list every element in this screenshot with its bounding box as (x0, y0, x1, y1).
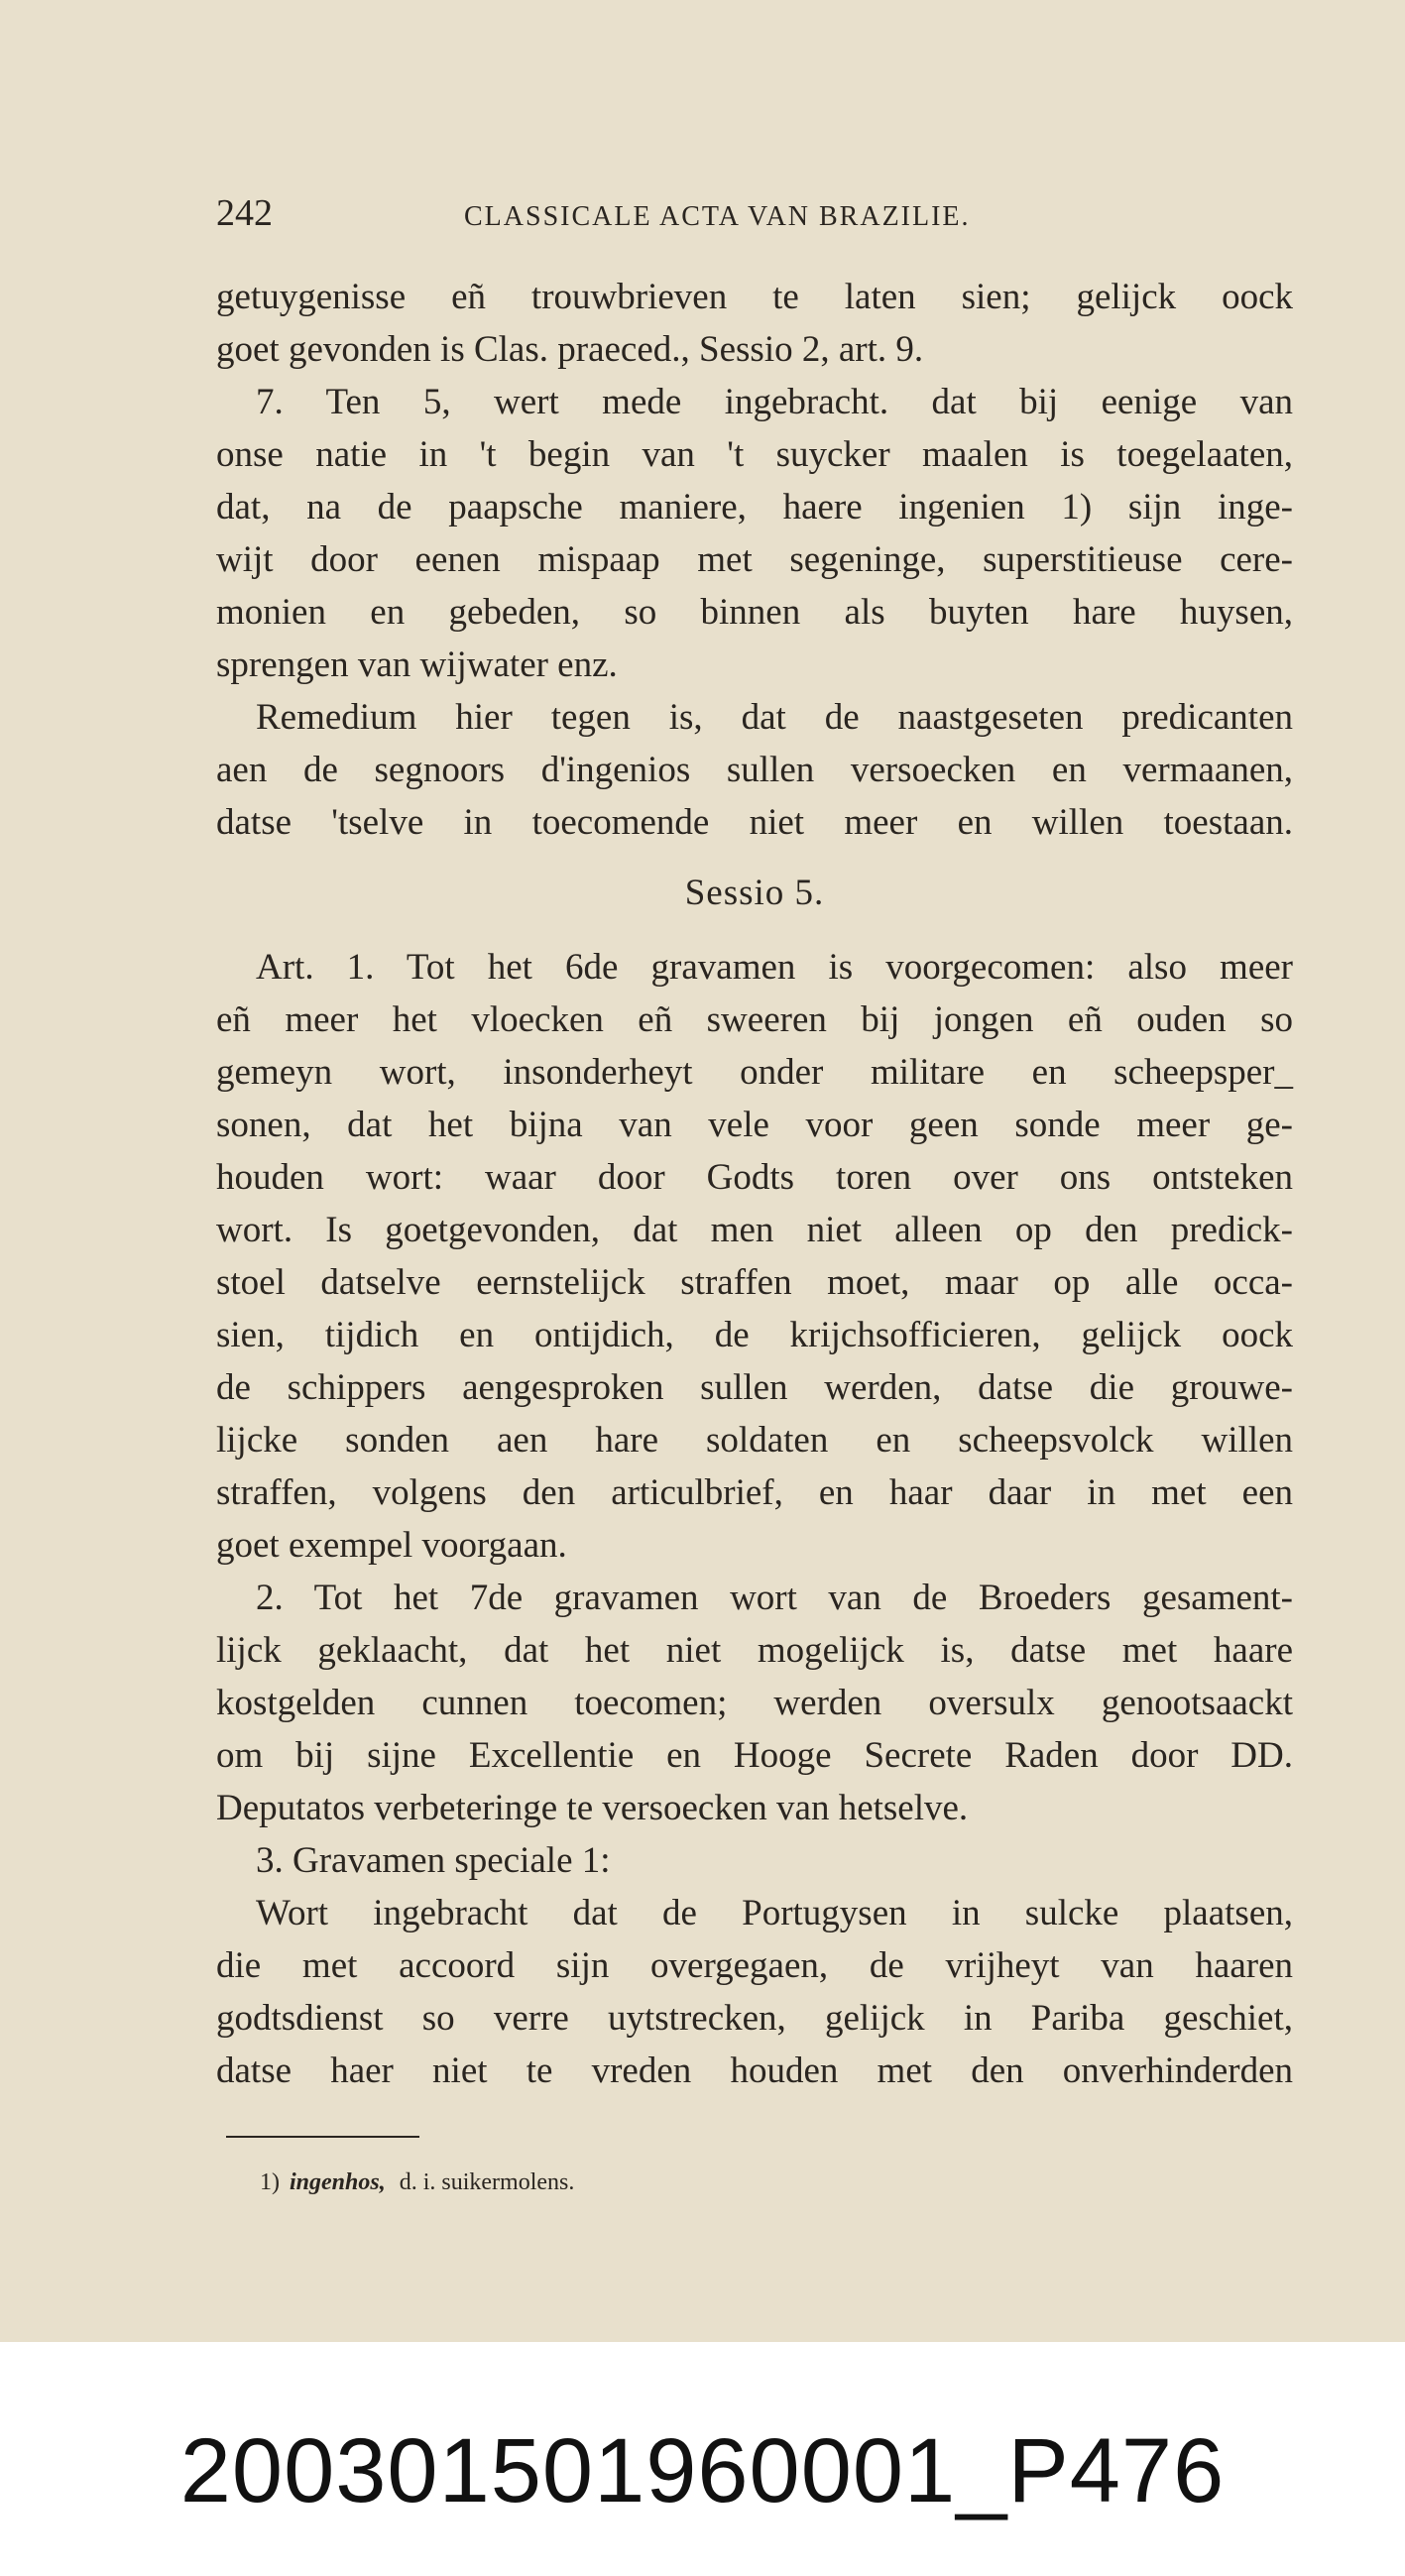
text-line: wijt door eenen mispaap met segeninge, superstitieuse cere- (216, 539, 1293, 580)
text-line: monien en gebeden, so binnen als buyten hare huysen, (216, 592, 1293, 633)
text-line: sonen, dat het bijna van vele voor geen sonde meer ge- (216, 1105, 1293, 1145)
text-line: Remedium hier tegen is, dat de naastgeseten predicanten (256, 697, 1293, 738)
body-text (216, 271, 1293, 2097)
text-line: lijcke sonden aen hare soldaten en scheepsvolck willen (216, 1420, 1293, 1461)
text-line: 7. Ten 5, wert mede ingebracht. dat bij eenige van (256, 382, 1293, 422)
text-line: datse 'tselve in toecomende niet meer en willen toestaan. (216, 802, 1293, 843)
text-line: sprengen van wijwater enz. (216, 644, 618, 685)
archive-id: 200301501960001_P476 (179, 2420, 1226, 2521)
text-line: die met accoord sijn overgegaen, de vrijheyt van haaren (216, 1945, 1293, 1986)
footnote-text: d. i. suikermolens. (399, 2169, 575, 2195)
text-line: wort. Is goetgevonden, dat men niet alleen op den predick- (216, 1210, 1293, 1250)
text-line: Deputatos verbeteringe te versoecken van hetselve. (216, 1788, 969, 1828)
text-line: datse haer niet te vreden houden met den onverhinderden (216, 2050, 1293, 2091)
text-line: gemeyn wort, insonderheyt onder militare en scheepsper_ (216, 1052, 1293, 1093)
text-line: stoel datselve eernstelijck straffen moet, maar op alle occa- (216, 1262, 1293, 1303)
text-line: eñ meer het vloecken eñ sweeren bij jongen eñ ouden so (216, 999, 1293, 1040)
footnote-rule (226, 2136, 419, 2138)
text-line: getuygenisse eñ trouwbrieven te laten sien; gelijck oock (216, 277, 1293, 317)
text-line: goet gevonden is Clas. praeced., Sessio 2, art. 9. (216, 329, 924, 370)
text-line: onse natie in 't begin van 't suycker maalen is toegelaaten, (216, 434, 1293, 475)
text-line: goet exempel voorgaan. (216, 1525, 567, 1566)
text-line: 3. Gravamen speciale 1: (256, 1840, 611, 1881)
text-line: Art. 1. Tot het 6de gravamen is voorgecomen: also meer (256, 947, 1293, 988)
text-line: Wort ingebracht dat de Portugysen in sulcke plaatsen, (256, 1893, 1293, 1933)
text-line: 2. Tot het 7de gravamen wort van de Broeders gesament- (256, 1578, 1293, 1618)
text-line: dat, na de paapsche maniere, haere ingenien 1) sijn inge- (216, 487, 1293, 527)
footnote (260, 2169, 574, 2196)
section-heading: Sessio 5. (684, 873, 825, 913)
running-header (216, 191, 1293, 247)
running-title: CLASSICALE ACTA VAN BRAZILIE. (464, 201, 971, 232)
text-line: om bij sijne Excellentie en Hooge Secrete Raden door DD. (216, 1735, 1293, 1776)
footnote-term: ingenhos, (290, 2169, 386, 2195)
page-number: 242 (216, 192, 273, 234)
footnote-label: 1) (260, 2169, 280, 2195)
text-line: aen de segnoors d'ingenios sullen versoecken en vermaanen, (216, 750, 1293, 790)
text-line: godtsdienst so verre uytstrecken, gelijck in Pariba geschiet, (216, 1998, 1293, 2039)
text-line: lijck geklaacht, dat het niet mogelijck is, datse met haare (216, 1630, 1293, 1671)
text-line: straffen, volgens den articulbrief, en haar daar in met een (216, 1472, 1293, 1513)
text-line: houden wort: waar door Godts toren over ons ontsteken (216, 1157, 1293, 1198)
page-content (216, 191, 1293, 2097)
text-line: sien, tijdich en ontijdich, de krijchsofficieren, gelijck oock (216, 1315, 1293, 1355)
text-line: de schippers aengesproken sullen werden, datse die grouwe- (216, 1367, 1293, 1408)
text-line: kostgelden cunnen toecomen; werden oversulx genootsaackt (216, 1683, 1293, 1723)
